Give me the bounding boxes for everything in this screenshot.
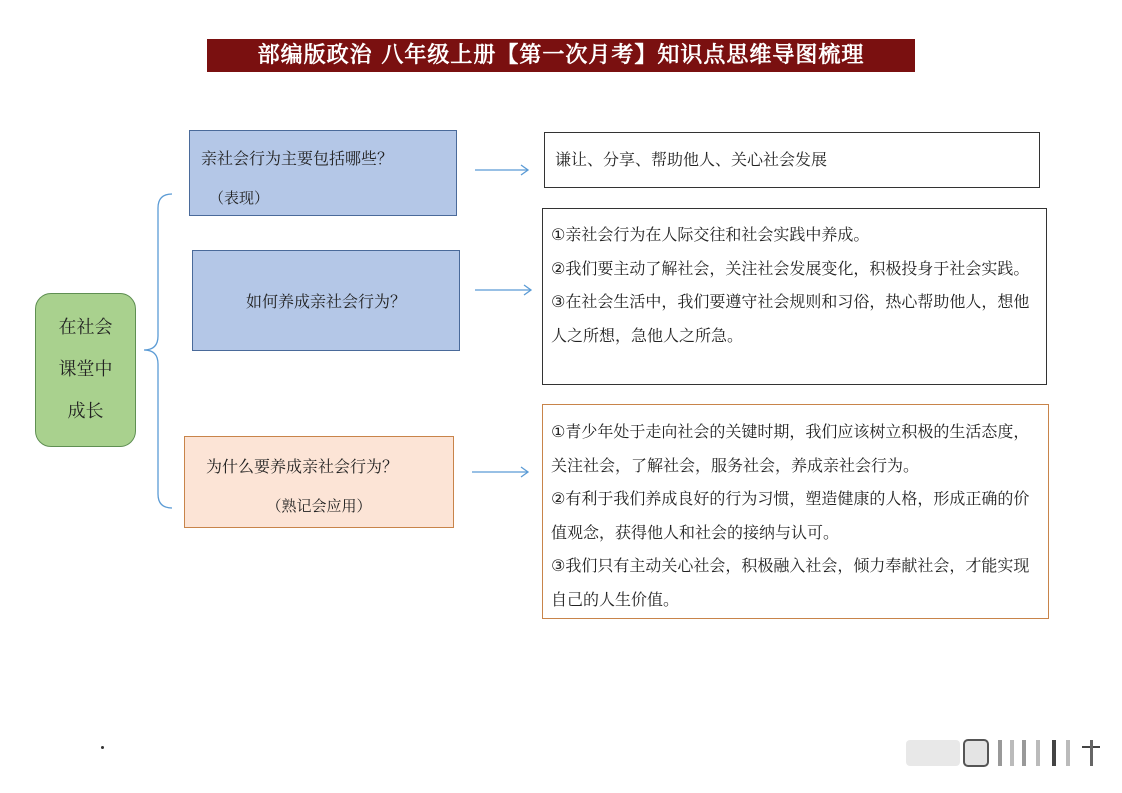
page-title: 部编版政治 八年级上册【第一次月考】知识点思维导图梳理 xyxy=(207,39,915,72)
answer-point: ③我们只有主动关心社会，积极融入社会，倾力奉献社会，才能实现自己的人生价值。 xyxy=(551,556,1030,609)
root-line: 成长 xyxy=(67,401,104,422)
question-text: 如何养成亲社会行为？ xyxy=(245,292,406,311)
watermark-icon-strip xyxy=(906,736,1106,770)
root-node xyxy=(35,293,136,447)
arrow-q1-a1 xyxy=(475,165,528,175)
question-note: （熟记会应用） xyxy=(266,497,372,515)
branch-bracket xyxy=(144,194,172,508)
answer-point: ①亲社会行为在人际交往和社会实践中养成。 xyxy=(551,225,870,244)
question-node-why xyxy=(184,436,454,528)
root-line: 在社会 xyxy=(58,317,113,338)
answer-node-behaviors xyxy=(544,132,1040,188)
arrow-q2-a2 xyxy=(475,285,531,295)
question-text: 为什么要养成亲社会行为？ xyxy=(206,457,399,476)
question-node-behaviors xyxy=(189,130,457,216)
answer-point: ①青少年处于走向社会的关键时期，我们应该树立积极的生活态度，关注社会，了解社会，服务社会，养成亲社会行为。 xyxy=(551,422,1030,475)
question-node-how xyxy=(192,250,460,351)
answer-point: ③在社会生活中，我们要遵守社会规则和习俗，热心帮助他人，想他人之所想，急他人之所急。 xyxy=(551,292,1030,345)
answer-node-how xyxy=(542,208,1047,385)
stray-dot xyxy=(101,746,104,749)
root-line: 课堂中 xyxy=(58,359,113,380)
question-note: （表现） xyxy=(209,189,270,207)
arrow-q3-a3 xyxy=(472,467,528,477)
answer-point: ②有利于我们养成良好的行为习惯，塑造健康的人格，形成正确的价值观念，获得他人和社会的接纳与认可。 xyxy=(551,489,1030,542)
answer-point: ②我们要主动了解社会，关注社会发展变化，积极投身于社会实践。 xyxy=(551,258,1030,278)
answer-text: 谦让、分享、帮助他人、关心社会发展 xyxy=(555,150,828,169)
answer-node-why xyxy=(542,404,1049,619)
question-text: 亲社会行为主要包括哪些？ xyxy=(201,149,394,168)
